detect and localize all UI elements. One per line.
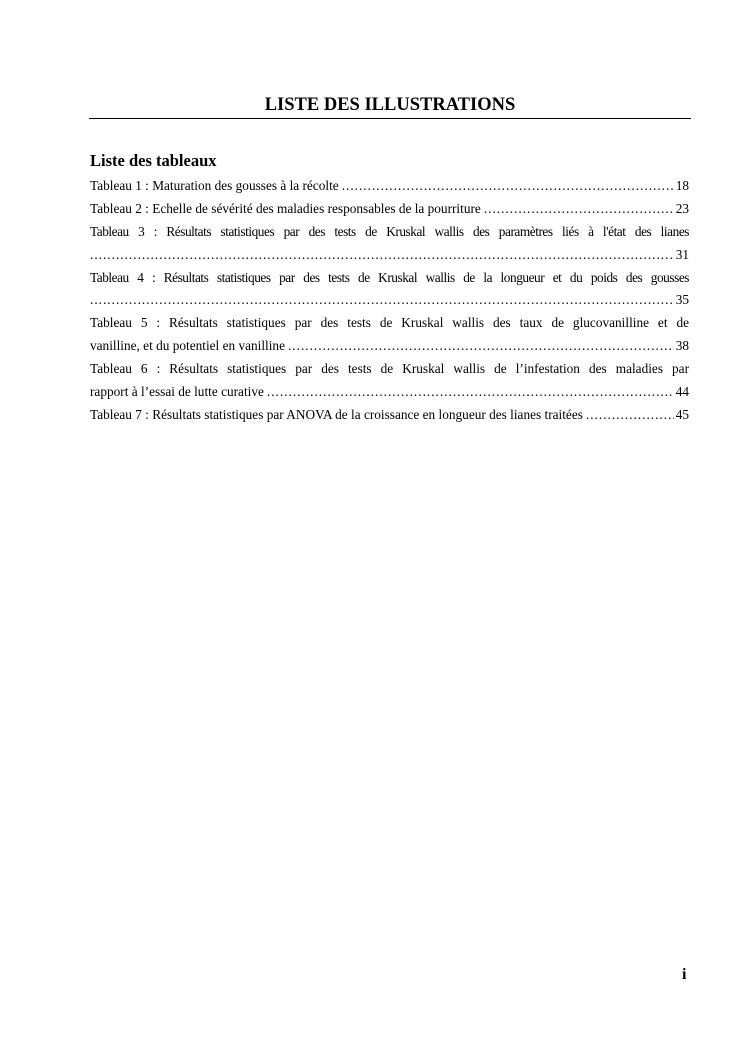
toc-page-number: 18 (675, 178, 689, 193)
toc-entry-title: Tableau 4 : Résultats statistiques par des tests de Kruskal wallis de la longueur et du poids des gousses (90, 269, 689, 285)
toc-page-number: 38 (675, 338, 689, 354)
toc-entry-title: Tableau 2 : Echelle de sévérité des maladies responsables de la pourriture (90, 200, 481, 216)
table-of-contents-list (90, 175, 689, 427)
toc-entry-title: Tableau 7 : Résultats statistiques par ANOVA de la croissance en longueur des lianes traitées (90, 406, 583, 422)
toc-entry-tableau-5[interactable] (90, 312, 689, 358)
dot-leader (267, 381, 674, 404)
toc-entry-tableau-6[interactable] (90, 358, 689, 404)
toc-entry-tableau-7[interactable] (90, 404, 689, 427)
toc-entry-title: Tableau 1 : Maturation des gousses à la récolte (90, 178, 339, 193)
toc-entry-title-continued: rapport à l’essai de lutte curative (90, 384, 264, 400)
page-number: i (682, 966, 687, 983)
toc-page-number: 35 (675, 292, 689, 308)
title-underline (89, 118, 691, 119)
dot-leader (586, 404, 674, 427)
toc-entry-title: Tableau 6 : Résultats statistiques par des tests de Kruskal wallis de l’infestation des maladies par (90, 361, 689, 377)
toc-entry-tableau-1[interactable] (90, 175, 689, 198)
page-title: LISTE DES ILLUSTRATIONS (264, 95, 516, 115)
toc-entry-title-continued: vanilline, et du potentiel en vanilline (90, 338, 285, 354)
dot-leader (288, 335, 674, 358)
toc-page-number: 31 (675, 246, 689, 262)
toc-entry-title: Tableau 5 : Résultats statistiques par des tests de Kruskal wallis des taux de glucovanilline et de (90, 315, 689, 331)
toc-page-number: 45 (675, 406, 689, 422)
section-heading: Liste des tableaux (90, 151, 217, 170)
dot-leader (90, 244, 674, 267)
toc-page-number: 44 (675, 384, 689, 400)
dot-leader (342, 175, 674, 198)
toc-entry-tableau-3[interactable] (90, 221, 689, 267)
toc-entry-title: Tableau 3 : Résultats statistiques par des tests de Kruskal wallis des paramètres liés à l'état des lianes (90, 223, 689, 239)
dot-leader (484, 198, 674, 221)
dot-leader (90, 289, 674, 312)
toc-page-number: 23 (675, 200, 689, 216)
toc-entry-tableau-4[interactable] (90, 267, 689, 313)
toc-entry-tableau-2[interactable] (90, 198, 689, 221)
